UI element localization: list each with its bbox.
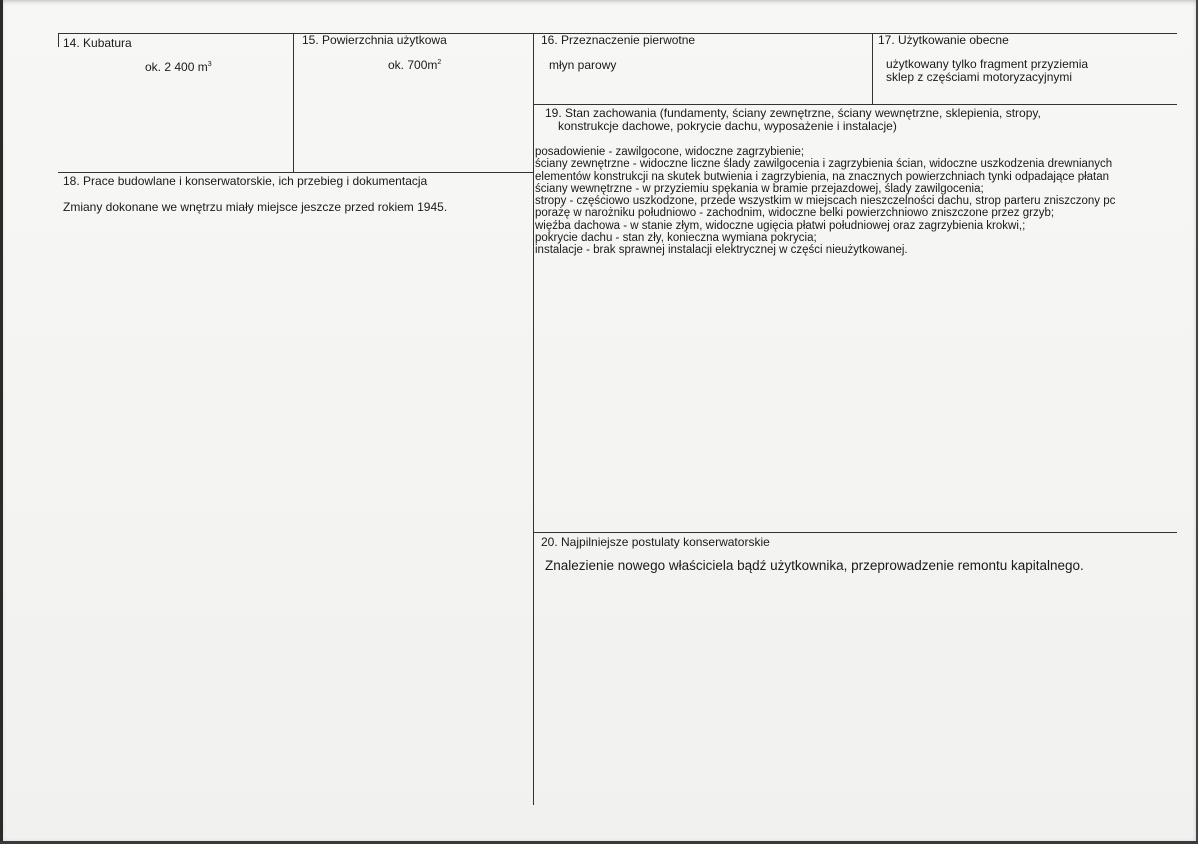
condition-line: stropy - częściowo uszkodzone, przede wszystkim w miejscach nieszczelności dachu, strop parteru zniszczony pc (535, 195, 1116, 208)
condition-line: ściany wewnętrzne - w przyziemiu spękania w bramie przejazdowej, ślady zawilgocenia; (535, 182, 984, 195)
field-16-label: 16. Przeznaczenie pierwotne (541, 33, 696, 47)
field-19-label-line2: konstrukcje dachowe, pokrycie dachu, wyposażenie i instalacje) (558, 119, 897, 133)
condition-line: posadowienie - zawilgocone, widoczne zagrzybienie; (535, 146, 805, 158)
field-14-value: ok. 2 400 $m^3$ (145, 60, 212, 74)
field-20-value: Znalezienie nowego właściciela bądź użytkownika, przeprowadzenie remontu kapitalnego. (545, 558, 1084, 573)
field-15-value: ok. $700m^2$ (388, 58, 442, 72)
main-column-divider (533, 33, 534, 805)
field-15-label: 15. Powierzchnia użytkowa (302, 33, 447, 47)
field-16-value: młyn parowy (549, 58, 617, 72)
field-17-label: 17. Użytkowanie obecne (878, 33, 1009, 47)
rule-above-19 (533, 104, 1177, 105)
field-19-label-line1: 19. Stan zachowania (fundamenty, ściany zewnętrzne, ściany wewnętrzne, sklepienia, stropy, (545, 106, 1041, 120)
rule-above-18 (58, 172, 533, 173)
field-18-label: 18. Prace budowlane i konserwatorskie, ich przebieg i dokumentacja (63, 174, 428, 188)
condition-line: pokrycie dachu - stan zły, konieczna wymiana pokrycia; (535, 232, 817, 245)
divider-14-15 (293, 33, 294, 172)
field-14-label: 14. Kubatura (63, 36, 132, 50)
condition-line: więźba dachowa - w stanie złym, widoczne ugięcia płatwi południowej oraz zagrzybienia krokwi,; (535, 219, 1026, 232)
field-17-value-line2: sklep z częściami motoryzacyjnymi (886, 70, 1073, 84)
condition-line: elementów konstrukcji na skutek butwienia i zagrzybienia, na znacznych powierzchniach tynki odpadające płatan (535, 170, 1110, 183)
field-19-content (535, 146, 1175, 257)
condition-line: ściany zewnętrzne - widoczne liczne ślady zawilgocenia i zagrzybienia ścian, widoczne uszkodzenia drewnianych (535, 158, 1113, 171)
scan-edge-left (0, 0, 3, 844)
field-17-value-line1: użytkowany tylko fragment przyziemia (886, 57, 1089, 71)
field-18-value: Zmiany dokonane we wnętrzu miały miejsce jeszcze przed rokiem 1945. (63, 200, 448, 214)
field-20-label: 20. Najpilniejsze postulaty konserwatorskie (541, 535, 770, 549)
rule-above-20 (533, 532, 1177, 533)
left-tick (58, 33, 59, 47)
divider-16-17 (872, 33, 873, 104)
condition-line: instalacje - brak sprawnej instalacji elektrycznej w części nieużytkowanej. (535, 244, 908, 257)
condition-line: porażę w narożniku południowo - zachodnim, widoczne belki powierzchniowo zniszczone przez grzyb; (535, 207, 1055, 220)
